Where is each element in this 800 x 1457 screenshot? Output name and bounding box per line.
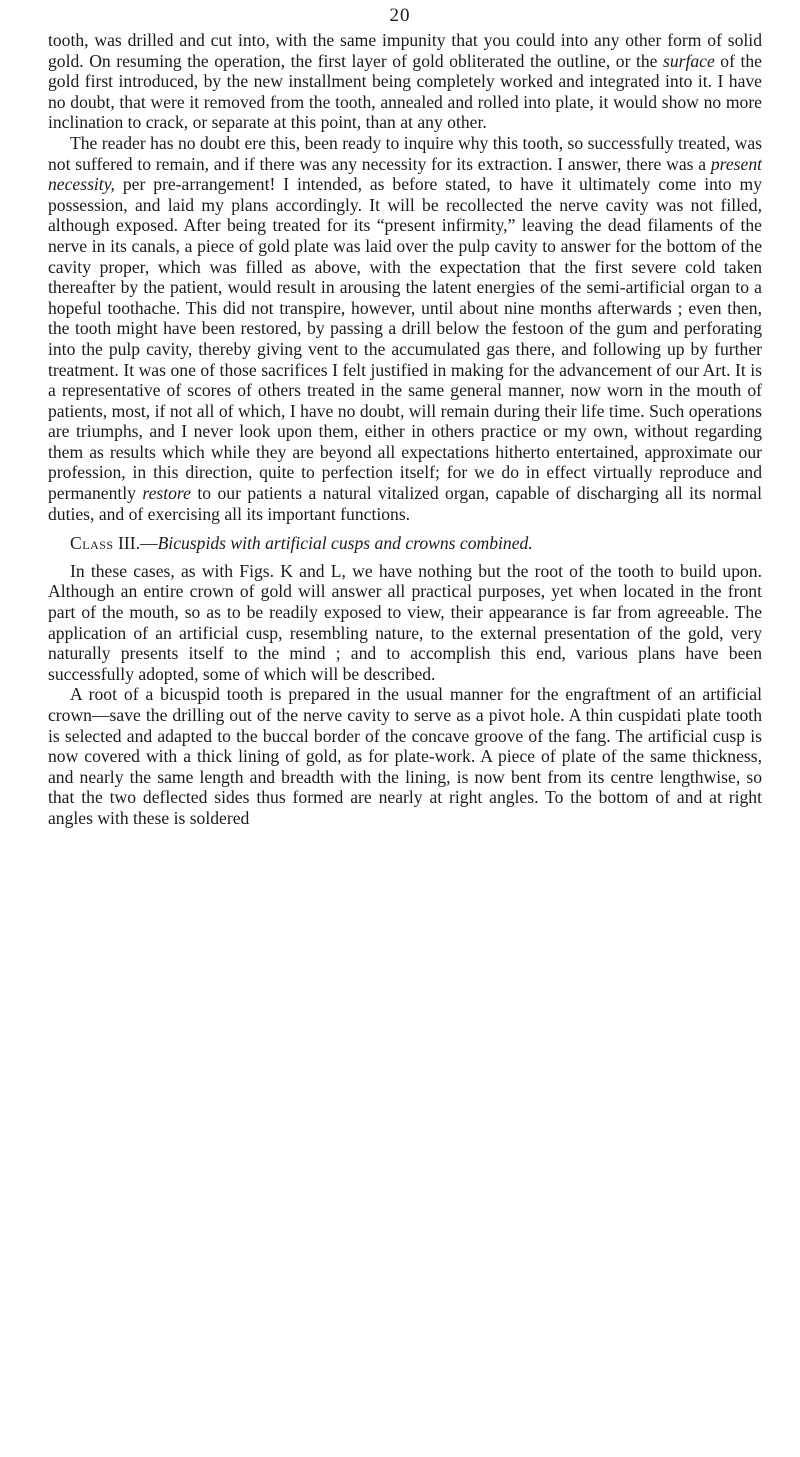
section-heading-class-iii (48, 533, 762, 554)
text-run: A root of a bicuspid tooth is prepared in the usual manner for the engraftment of an artificial crown—save the drilling out of the nerve cavity to serve as a pivot hole. A thin cuspidati plate tooth is selected and adapted to the buccal border of the concave groove of the fang. The artificial cusp is now covered with a thick lining of gold, as for plate-work. A piece of plate of the same thickness, and nearly the same length and breadth with the lining, is now bent from its centre lengthwise, so that the two deflected sides thus formed are nearly at right angles. To the bottom of and at right angles with these is soldered (48, 684, 762, 828)
text-run: of the gold first introduced, by the new installment being completely worked and integrated into it. I have no doubt, that were it removed from the tooth, annealed and rolled into plate, it would show no more inclination to crack, or separate at this point, than at any other. (48, 50, 762, 133)
text-run: The reader has no doubt ere this, been ready to inquire why this tooth, so successfully treated, was not suffered to remain, and if there was any necessity for its extraction. I answer, there was a (48, 132, 762, 174)
heading-title: Bicuspids with artificial cusps and crowns combined. (157, 533, 533, 554)
heading-numeral: III.— (113, 533, 158, 554)
text-run: per pre-arrangement! I intended, as before stated, to have it ultimately come into my possession, and laid my plans accordingly. It will be recollected the nerve cavity was not filled, although exposed. After being treated for its “present infirmity,” leaving the dead filaments of the nerve in its canals, a piece of gold plate was laid over the pulp cavity to answer for the bottom of the cavity proper, which was filled as above, with the expectation that the first severe cold taken thereafter by the patient, would result in arousing the latent energies of the semi-artificial organ to a hopeful toothache. This did not transpire, however, until about nine months afterwards ; even then, the tooth might have been restored, by passing a drill below the festoon of the gum and perforating into the pulp cavity, thereby giving vent to the accumulated gas there, and following up by further treatment. It was one of those sacrifices I felt justified in making for the advancement of our Art. It is a representative of scores of others treated in the same general manner, now worn in the mouth of patients, most, if not all of which, I have no doubt, will remain during their life time. Such operations are triumphs, and I never look upon them, either in others practice or my own, without regarding them as results which while they are beyond all expectations hitherto entertained, approximate our profession, in this direction, quite to perfection itself; for we do in effect virtually reproduce and permanently (48, 174, 762, 504)
page-number: 20 (389, 5, 411, 26)
heading-class-word: Class (70, 533, 114, 554)
text-run: tooth, was drilled and cut into, with the same impunity that you could into any other form of solid gold. On resuming the operation, the first layer of gold obliterated the outline, or the (48, 30, 762, 71)
paragraph-1 (48, 30, 762, 133)
paragraph-3 (48, 561, 762, 685)
paragraph-2 (48, 133, 762, 524)
emphasis-surface: surface (662, 50, 715, 71)
page-text (48, 30, 762, 829)
emphasis-restore: restore (142, 483, 191, 504)
emphasis-present-necessity: present necessity, (48, 153, 762, 195)
text-run: In these cases, as with Figs. K and L, we have nothing but the root of the tooth to build upon. Although an entire crown of gold will answer all practical purposes, yet when located in the front part of the mouth, so as to be readily exposed to view, their appearance is far from agreeable. The application of an artificial cusp, resembling nature, to the external presentation of the gold, very naturally presents itself to the mind ; and to accomplish this end, various plans have been successfully adopted, some of which will be described. (48, 560, 762, 684)
paragraph-4 (48, 684, 762, 828)
text-run: to our patients a natural vitalized organ, capable of discharging all its normal duties, and of exercising all its important functions. (48, 483, 762, 524)
